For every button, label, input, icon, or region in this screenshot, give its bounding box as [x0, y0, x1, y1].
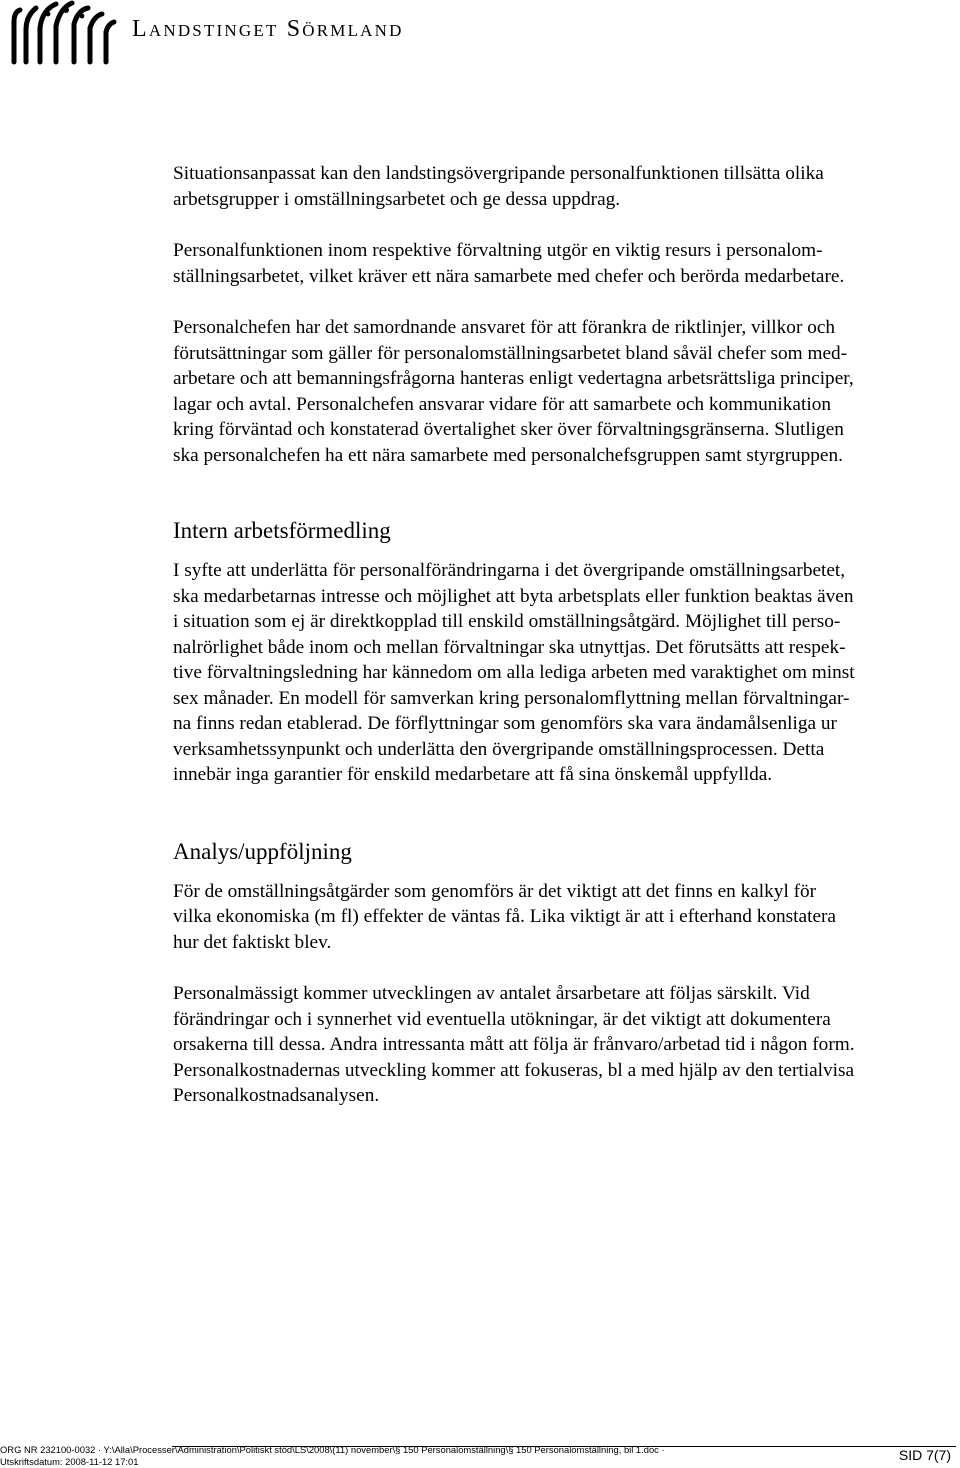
- paragraph-1: [173, 161, 960, 212]
- text-line: ska medarbetarnas intresse och möjlighet att byta arbetsplats eller funktion beaktas även: [173, 585, 854, 607]
- text-line: sex månader. En modell för samverkan kring personalomflyttning mellan förvaltningar-: [173, 687, 850, 709]
- text-line: i situation som ej är direktkopplad till enskild omställningsåtgärd. Möjlighet till perso-: [173, 611, 841, 632]
- section-heading-analys-uppfoljning: Analys/uppföljning: [173, 838, 352, 864]
- section-heading-intern-arbetsformedling: Intern arbetsförmedling: [173, 518, 391, 543]
- paragraph-2: [173, 238, 960, 289]
- text-line: ställningsarbetet, vilket kräver ett nära samarbete med chefer och berörda medarbetare.: [173, 265, 845, 287]
- paragraph-6: [173, 981, 960, 1109]
- organization-name: Landstinget Sörmland: [132, 16, 404, 42]
- text-line: innebär inga garantier för enskild medarbetare att få sina önskemål uppfyllda.: [173, 764, 773, 785]
- footer-document-info: [0, 1444, 665, 1468]
- text-line: Personalfunktionen inom respektive förvaltning utgör en viktig resurs i personalom-: [173, 240, 823, 261]
- text-line: Personalmässigt kommer utvecklingen av antalet årsarbetare att följas särskilt. Vid: [173, 983, 810, 1004]
- text-line: förändringar och i synnerhet vid eventuella utökningar, är det viktigt att dokumentera: [173, 1008, 831, 1030]
- paragraph-3: [173, 315, 960, 468]
- text-line: Personalchefen har det samordnande ansvaret för att förankra de riktlinjer, villkor och: [173, 317, 836, 338]
- document-body: [173, 161, 960, 1109]
- footer-print-date: Utskriftsdatum: 2008-11-12 17:01: [0, 1456, 139, 1467]
- text-line: I syfte att underlätta för personalförändringarna i det övergripande omställningsarbetet,: [173, 560, 846, 581]
- text-line: ska personalchefen ha ett nära samarbete med personalchefsgruppen samt styrgruppen.: [173, 444, 843, 466]
- footer-file-path: ORG NR 232100-0032 · Y:\Alla\Processer\Administration\Politiskt stöd\LS\2008\(11) november\§ 150 Personalomställning\§ 150 Personalomställning, bil 1.doc ·: [0, 1444, 665, 1455]
- text-line: lagar och avtal. Personalchefen ansvarar vidare för att samarbete och kommunikation: [173, 393, 831, 415]
- paragraph-4: [173, 558, 960, 788]
- text-line: na finns redan etablerad. De förflyttningar som genomförs ska vara ändamålsenliga ur: [173, 713, 837, 734]
- text-line: Personalkostnadernas utveckling kommer att fokuseras, bl a med hjälp av den tertialvisa: [173, 1059, 855, 1081]
- text-line: tive förvaltningsledning har kännedom om alla lediga arbeten med varaktighet om minst: [173, 662, 855, 683]
- text-line: orsakerna till dessa. Andra intressanta mått att följa är frånvaro/arbetad tid i någon form.: [173, 1034, 855, 1055]
- text-line: arbetsgrupper i omställningsarbetet och ge dessa uppdrag.: [173, 188, 621, 210]
- text-line: Situationsanpassat kan den landstingsövergripande personalfunktionen tillsätta olika: [173, 163, 824, 184]
- text-line: nalrörlighet både inom och mellan förvaltningar ska utnyttjas. Det förutsätts att respek-: [173, 636, 846, 658]
- text-line: arbetare och att bemanningsfrågorna hanteras enligt vedertagna arbetsrättsliga principer,: [173, 368, 854, 389]
- text-line: verksamhetssynpunkt och underlätta den övergripande omställningsprocessen. Detta: [173, 738, 825, 760]
- text-line: Personalkostnadsanalysen.: [173, 1085, 380, 1106]
- text-line: kring förväntad och konstaterad övertalighet sker över förvaltningsgränserna. Slutligen: [173, 419, 844, 440]
- page-number: SID 7(7): [898, 1447, 951, 1463]
- text-line: hur det faktiskt blev.: [173, 931, 332, 953]
- text-line: vilka ekonomiska (m fl) effekter de väntas få. Lika viktigt är att i efterhand konstatera: [173, 906, 836, 927]
- text-line: För de omställningsåtgärder som genomförs är det viktigt att det finns en kalkyl för: [173, 880, 817, 902]
- paragraph-5: [173, 879, 960, 956]
- landstinget-sormland-logo-icon: [8, 0, 124, 66]
- text-line: förutsättningar som gäller för personalomställningsarbetet bland såväl chefer som med-: [173, 342, 848, 364]
